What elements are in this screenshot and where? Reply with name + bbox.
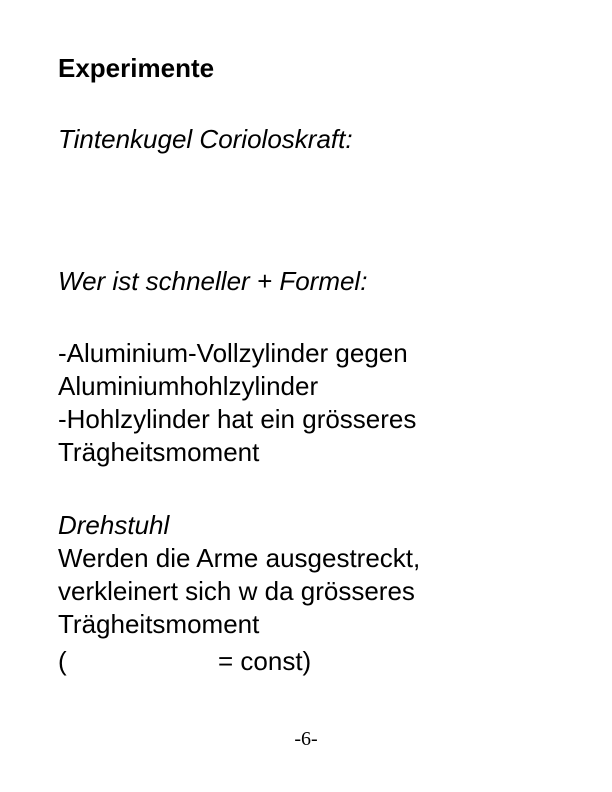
schneller-line-1: -Aluminium-Vollzylinder gegen — [58, 338, 408, 368]
schneller-line-2: Aluminiumhohlzylinder — [58, 371, 319, 401]
drehstuhl-line-2: verkleinert sich w da grösseres — [58, 576, 415, 606]
section-title-schneller: Wer ist schneller + Formel: — [58, 266, 368, 296]
drehstuhl-line-3: Trägheitsmoment — [58, 609, 260, 639]
formula-line — [58, 645, 358, 677]
schneller-line-3: -Hohlzylinder hat ein grösseres — [58, 404, 417, 434]
section-title-drehstuhl: Drehstuhl — [58, 510, 170, 540]
page-number: -6- — [294, 728, 318, 750]
formula-const: = const) — [218, 646, 312, 676]
formula-open-paren: ( — [58, 646, 67, 676]
schneller-line-4: Trägheitsmoment — [58, 437, 260, 467]
section-title-tintenkugel: Tintenkugel Corioloskraft: — [58, 124, 353, 154]
page-heading: Experimente — [58, 53, 215, 83]
drehstuhl-line-1: Werden die Arme ausgestreckt, — [58, 543, 421, 573]
